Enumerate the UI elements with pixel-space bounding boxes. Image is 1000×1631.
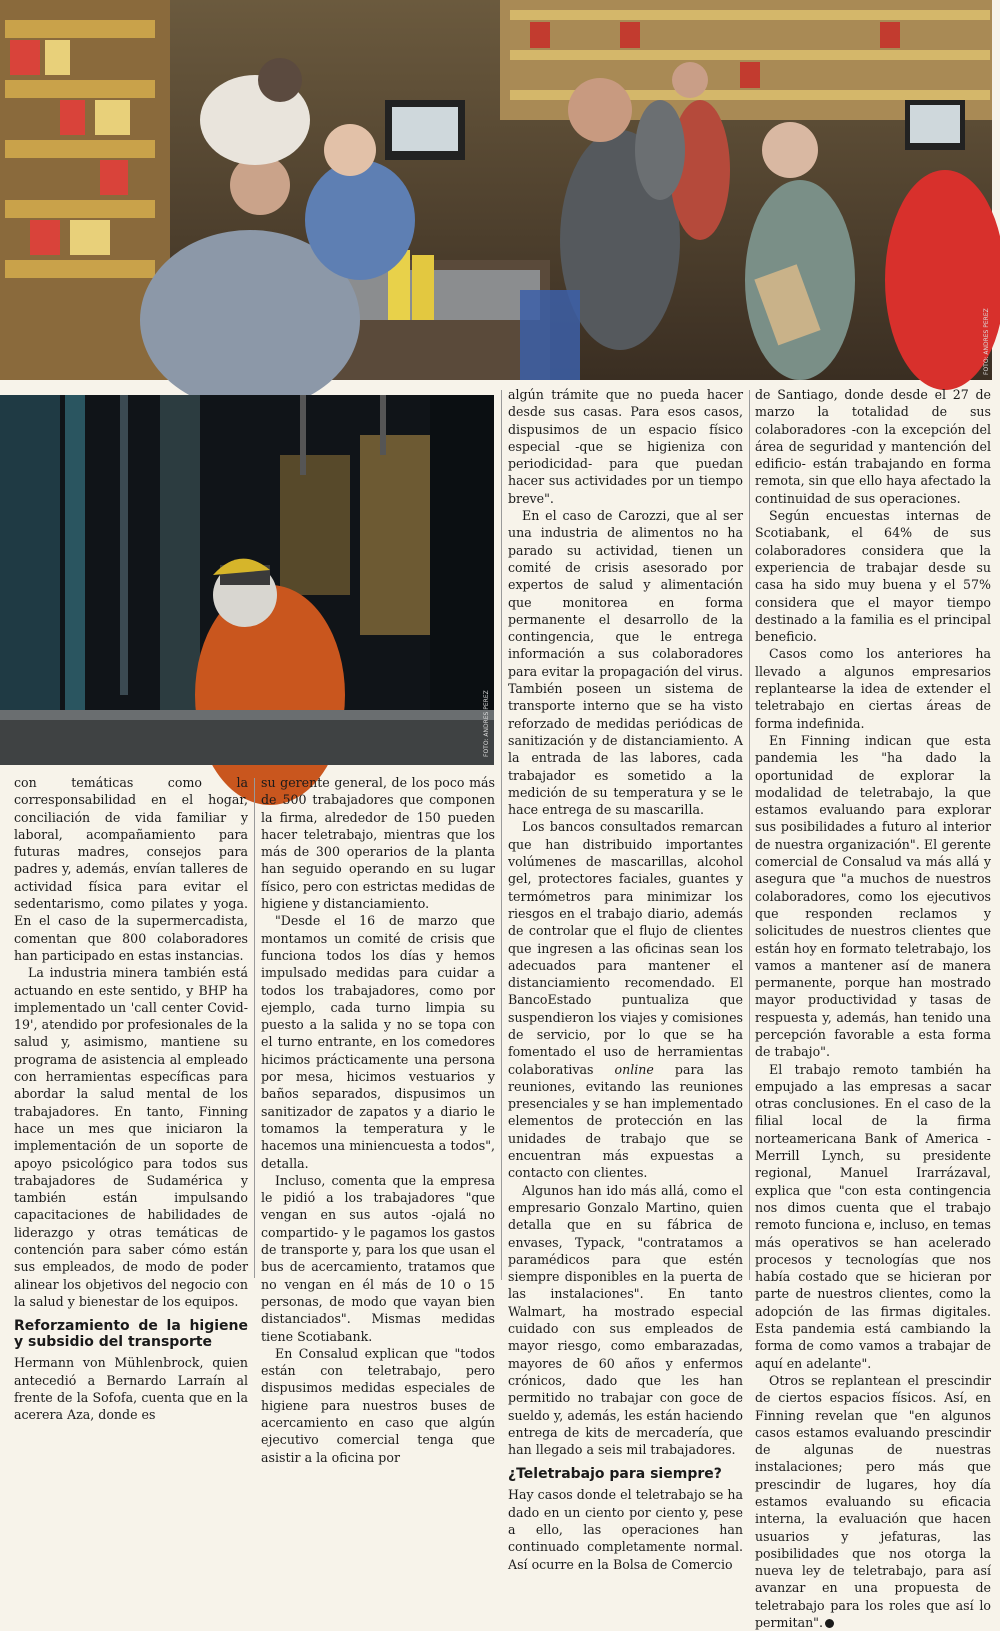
article-column-1 xyxy=(14,774,248,1423)
paragraph: algún trámite que no pueda hacer desde sus casas. Para esos casos, dispusimos de un espacio físico especial -que se higieniza con periodicidad- para que puedan hacer sus actividades por un tiempo breve". xyxy=(508,387,743,506)
supermarket-photo xyxy=(0,0,992,380)
paragraph: Hermann von Mühlenbrock, quien antecedió a Bernardo Larraín al frente de la Sofofa, cuenta que en la acerera Aza, donde es xyxy=(14,1355,248,1423)
column-divider xyxy=(501,390,502,1280)
paragraph-text: Otros se replantean el prescindir de ciertos espacios físicos. Así, en Finning revelan que "en algunos casos estamos evaluando prescindir de algunas de nuestras instalaciones; pero más que prescindir de lugares, hoy día estamos evaluando su eficacia interna, la evaluación que hacen usuarios y jefaturas, las posibilidades que nos otorga la nueva ley de teletrabajo, para así avanzar en una propuesta de teletrabajo para los roles que así lo permitan". xyxy=(755,1372,991,1631)
article-column-2 xyxy=(261,774,495,1465)
mine-photo-credit: FOTO: ANDRES PEREZ xyxy=(483,690,490,757)
paragraph xyxy=(755,1372,991,1631)
section-heading: ¿Teletrabajo para siempre? xyxy=(508,1466,722,1483)
paragraph: "Desde el 16 de marzo que montamos un comité de crisis que funciona todos los días y hemos impulsado medidas para cuidar a todos los trabajadores, como por ejemplo, cada turno limpia su puesto a la salida y no se topa con el turno entrante, en los comedores hicimos prácticamente una persona por mesa, hicimos vestuarios y baños separados, dispusimos un sanitizador de zapatos y a diario le tomamos la temperatura y le hacemos una miniencuesta a todos", detalla. xyxy=(261,913,495,1171)
supermarket-image xyxy=(0,0,992,380)
paragraph: Hay casos donde el teletrabajo se ha dado en un ciento por ciento y, pese a ello, las operaciones han continuado completamente normal. Así ocurre en la Bolsa de Comercio xyxy=(508,1487,743,1572)
end-of-article-icon xyxy=(825,1619,834,1628)
paragraph: Algunos han ido más allá, como el empresario Gonzalo Martino, quien detalla que en su fábrica de envases, Typack, "contratamos a paramédicos para que estén siempre disponibles en la puerta de las instalaciones". En tanto Walmart, ha mostrado especial cuidado con sus empleados de mayor riesgo, como embarazadas, mayores de 60 años y enfermos crónicos, dado que les han permitido no trabajar con goce de sueldo y, además, les están haciendo entrega de kits de mercadería, que han llegado a seis mil trabajadores. xyxy=(508,1182,743,1458)
supermarket-photo-credit: FOTO: ANDRES PEREZ xyxy=(983,308,990,375)
paragraph xyxy=(508,818,743,1181)
paragraph: su gerente general, de los poco más de 500 trabajadores que componen la firma, alrededor de 150 pueden hacer teletrabajo, mientras que los más de 300 operarios de la planta han seguido operando en su lugar físico, pero con estrictas medidas de higiene y distanciamiento. xyxy=(261,775,495,912)
article-column-3 xyxy=(508,386,743,1572)
paragraph: de Santiago, donde desde el 27 de marzo la totalidad de sus colaboradores -con la excepción del área de seguridad y mantención del edificio- están trabajando en forma remota, sin que ello haya afectado la continuidad de sus operaciones. xyxy=(755,387,991,506)
section-heading: Reforzamiento de la higiene y subsidio del transporte xyxy=(14,1318,248,1351)
paragraph: Incluso, comenta que la empresa le pidió a los trabajadores "que vengan en sus autos -ojalá no compartido- y le pagamos los gastos de transporte y, para los que usan el bus de acercamiento, tratamos que no vengan en él más de 10 o 15 personas, de modo que vayan bien distanciados". Mismas medidas tiene Scotiabank. xyxy=(261,1172,495,1344)
column-divider xyxy=(254,778,255,1278)
italic-term: online xyxy=(614,1061,654,1077)
paragraph: Casos como los anteriores ha llevado a algunos empresarios replantearse la idea de extender el teletrabajo en ciertas áreas de forma indefinida. xyxy=(755,646,991,731)
paragraph: En el caso de Carozzi, que al ser una industria de alimentos no ha parado su actividad, tienen un comité de crisis asesorado por expertos de salud y alimentación que monitorea en forma permanente el desarrollo de la contingencia, que le entrega información a sus colaboradores para evitar la propagación del virus. También poseen un sistema de transporte interno que se ha visto reforzado de medidas periódicas de sanitización y de distanciamiento. A la entrada de las labores, cada trabajador es sometido a la medición de su temperatura y se le hace entrega de su mascarilla. xyxy=(508,508,743,818)
paragraph-text: Los bancos consultados remarcan que han distribuido importantes volúmenes de mascarillas, alcohol gel, protectores faciales, guantes y termómetros para minimizar los riesgos en el trabajo diario, además de controlar que el flujo de clientes que ingresen a las oficinas sean los adecuados para mantener el distanciamiento recomendado. El BancoEstado puntualiza que suspendieron los viajes y comisiones de servicio, por lo que se ha fomentado el uso de herramientas colaborativas xyxy=(508,819,743,1077)
paragraph: En Finning indican que esta pandemia les "ha dado la oportunidad de explorar la modalidad de teletrabajo, la que estamos evaluando para explorar sus posibilidades a futuro al interior de nuestra organización". El gerente comercial de Consalud va más allá y asegura que "a muchos de nuestros colaboradores, como los ejecutivos que responden reclamos y solicitudes de nuestros clientes que están hoy en formato teletrabajo, los vamos a mantener así de manera permanente, porque han mostrado mayor productividad y tasas de respuesta y, además, han tenido una percepción favorable a esta forma de trabajo". xyxy=(755,732,991,1060)
mine-worker-image xyxy=(0,395,494,765)
article-column-4 xyxy=(755,386,991,1631)
paragraph: La industria minera también está actuando en este sentido, y BHP ha implementado un 'call center Covid-19', atendido por profesionales de la salud y, asimismo, mantiene su programa de asistencia al empleado con herramientas específicas para abordar la salud mental de los trabajadores. En tanto, Finning hace un mes que iniciaron la implementación de un soporte de apoyo psicológico para todos sus trabajadores de Sudamérica y también están impulsando capacitaciones de habilidades de liderazgo y otras temáticas de contención para saber cómo están sus empleados, de modo de poder alinear los objetivos del negocio con la salud y bienestar de los equipos. xyxy=(14,965,248,1309)
paragraph: con temáticas como la corresponsabilidad en el hogar, conciliación de vida familiar y laboral, acompañamiento para futuras madres, consejos para padres y, además, envían talleres de actividad física para evitar el sedentarismo, como pilates y yoga. En el caso de la supermercadista, comentan que 800 colaboradores han participado en estas instancias. xyxy=(14,775,248,963)
paragraph: En Consalud explican que "todos están con teletrabajo, pero dispusimos medidas especiales de higiene para nuestros buses de acercamiento en caso que algún ejecutivo comercial tenga que asistir a la oficina por xyxy=(261,1345,495,1465)
paragraph: El trabajo remoto también ha empujado a las empresas a sacar otras conclusiones. En el caso de la filial local de la firma norteamericana Bank of America - Merrill Lynch, su presidente regional, Manuel Irarrázaval, explica que "con esta contingencia nos dimos cuenta que el trabajo remoto funciona e, incluso, en temas más operativos se han acelerado procesos y tecnologías que nos había costado que se hicieran por parte de nuestros clientes, como la adopción de las firmas digitales. Esta pandemia está cambiando la forma de como vamos a trabajar de aquí en adelante". xyxy=(755,1061,991,1371)
mine-photo xyxy=(0,395,494,765)
paragraph: Según encuestas internas de Scotiabank, el 64% de sus colaboradores considera que la experiencia de trabajar desde su casa ha sido muy buena y el 57% considera que el mayor tiempo destinado a la familia es el principal beneficio. xyxy=(755,508,991,645)
column-divider xyxy=(749,390,750,1280)
paragraph-text: para las reuniones, evitando las reuniones presenciales y se han implementado elementos de protección en las unidades de trabajo que se encuentran más expuestas a contacto con clientes. xyxy=(508,1061,743,1181)
